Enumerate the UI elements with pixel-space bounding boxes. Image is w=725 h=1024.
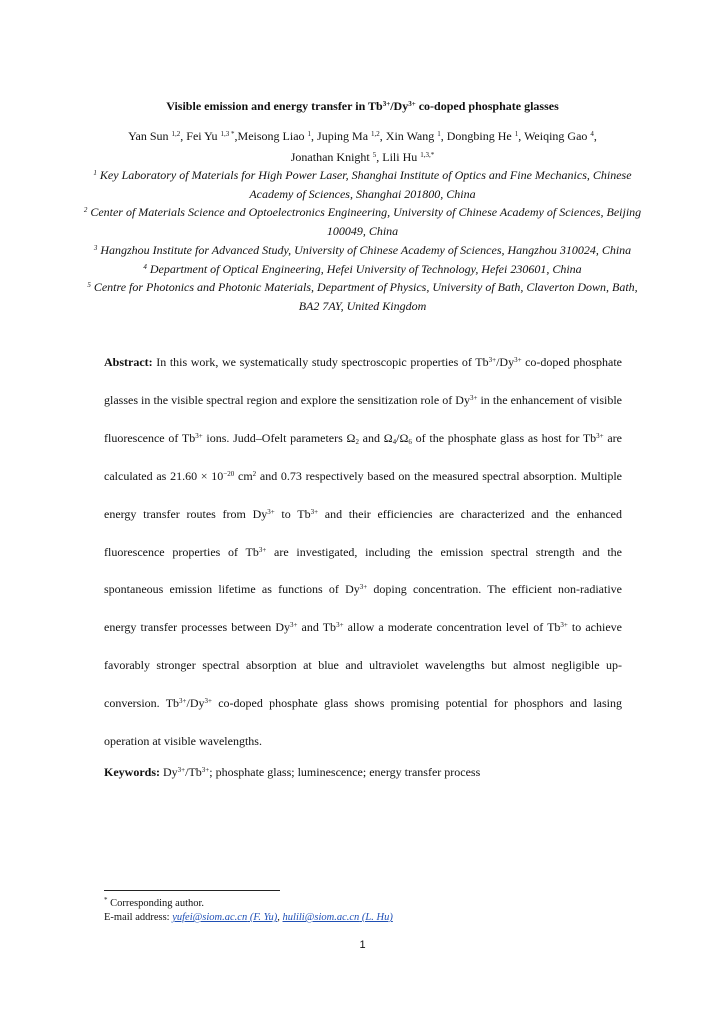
author: Jonathan Knight $^5$, <box>290 150 383 164</box>
page-number: 1 <box>359 939 366 951</box>
author: Dongbing He $^1$, <box>446 129 525 143</box>
keywords-label: Keywords: <box>104 765 160 779</box>
email-addresses: E-mail address: yufei@siom.ac.cn (F. Yu), hulili@siom.ac.cn (L. Hu) <box>104 912 393 923</box>
author: Lili Hu $^{1,3,*}$ <box>382 150 435 164</box>
corresponding-author-note: * Corresponding author. <box>104 896 205 909</box>
author-list <box>80 126 645 168</box>
affiliation: $^4$ Department of Optical Engineering, Hefei University of Technology, Hefei 230601, China <box>143 261 582 276</box>
abstract-paragraph: Abstract: In this work, we systematically study spectroscopic properties of $Tb^{3+}/Dy^{3+}$ co-doped phosphate glasses in the visible spectral region and explore the sensitization role of $Dy^{3+}$ in the enhancement of visible fluorescence of $Tb^{3+}$ ions. Judd–Ofelt parameters $\Omega_2$ and $\Omega_4/\Omega_6$ of the phosphate glass as host for $Tb^{3+}$ are calculated as $21.60 \times 10^{-20}$ $cm^2$ and 0.73 respectively based on the measured spectral absorption. Multiple energy transfer routes from $Dy^{3+}$ to $Tb^{3+}$ and their efficiencies are characterized and the enhanced fluorescence properties of $Tb^{3+}$ are investigated, including the emission spectral strength and the spontaneous emission lifetime as functions of $Dy^{3+}$ doping concentration. The efficient non-radiative energy transfer processes between $Dy^{3+}$ and $Tb^{3+}$ allow a moderate concentration level of $Tb^{3+}$ to achieve favorably stronger spectral absorption at blue and ultraviolet wavelengths but almost negligible up-conversion. $Tb^{3+}/Dy^{3+}$ co-doped phosphate glass shows promising potential for phosphors and lasing operation at visible wavelengths. <box>104 355 623 749</box>
author: Xin Wang $^1$, <box>385 129 447 143</box>
author: Yan Sun $^{1,2}$, <box>128 129 187 143</box>
affiliation: $^2$ Center of Materials Science and Optoelectronics Engineering, University of Chinese Academy of Sciences, Beijing 100049, China <box>83 205 642 239</box>
affiliation: $^5$ Centre for Photonics and Photonic Materials, Department of Physics, University of Bath, Claverton Down, Bath, BA2 7AY, United Kingdom <box>87 280 638 313</box>
author: Fei Yu $^{1,3 *}$, <box>186 129 238 143</box>
author: Meisong Liao $^1$, <box>237 129 318 143</box>
affiliation: $^3$ Hangzhou Institute for Advanced Study, University of Chinese Academy of Sciences, Hangzhou 310024, China <box>93 242 632 257</box>
footnote-divider <box>104 890 280 891</box>
author: Juping Ma $^{1,2}$, <box>317 129 386 143</box>
email-link-yufei[interactable]: yufei@siom.ac.cn (F. Yu) <box>172 912 278 923</box>
email-link-hulili[interactable]: hulili@siom.ac.cn (L. Hu) <box>282 912 393 923</box>
keywords-line: Keywords: $Dy^{3+}/Tb^{3+}$; phosphate glass; luminescence; energy transfer process <box>104 765 481 779</box>
affiliation: $^1$ Key Laboratory of Materials for High Power Laser, Shanghai Institute of Optics and Fine Mechanics, Chinese Academy of Sciences, Shanghai 201800, China <box>93 168 632 201</box>
affiliation-list <box>80 166 645 316</box>
paper-title: Visible emission and energy transfer in $Tb^{3+}/Dy^{3+}$ co-doped phosphate glasses <box>166 99 559 113</box>
author: Weiqing Gao $^4$, <box>524 129 597 143</box>
abstract-label: Abstract: <box>104 355 153 369</box>
